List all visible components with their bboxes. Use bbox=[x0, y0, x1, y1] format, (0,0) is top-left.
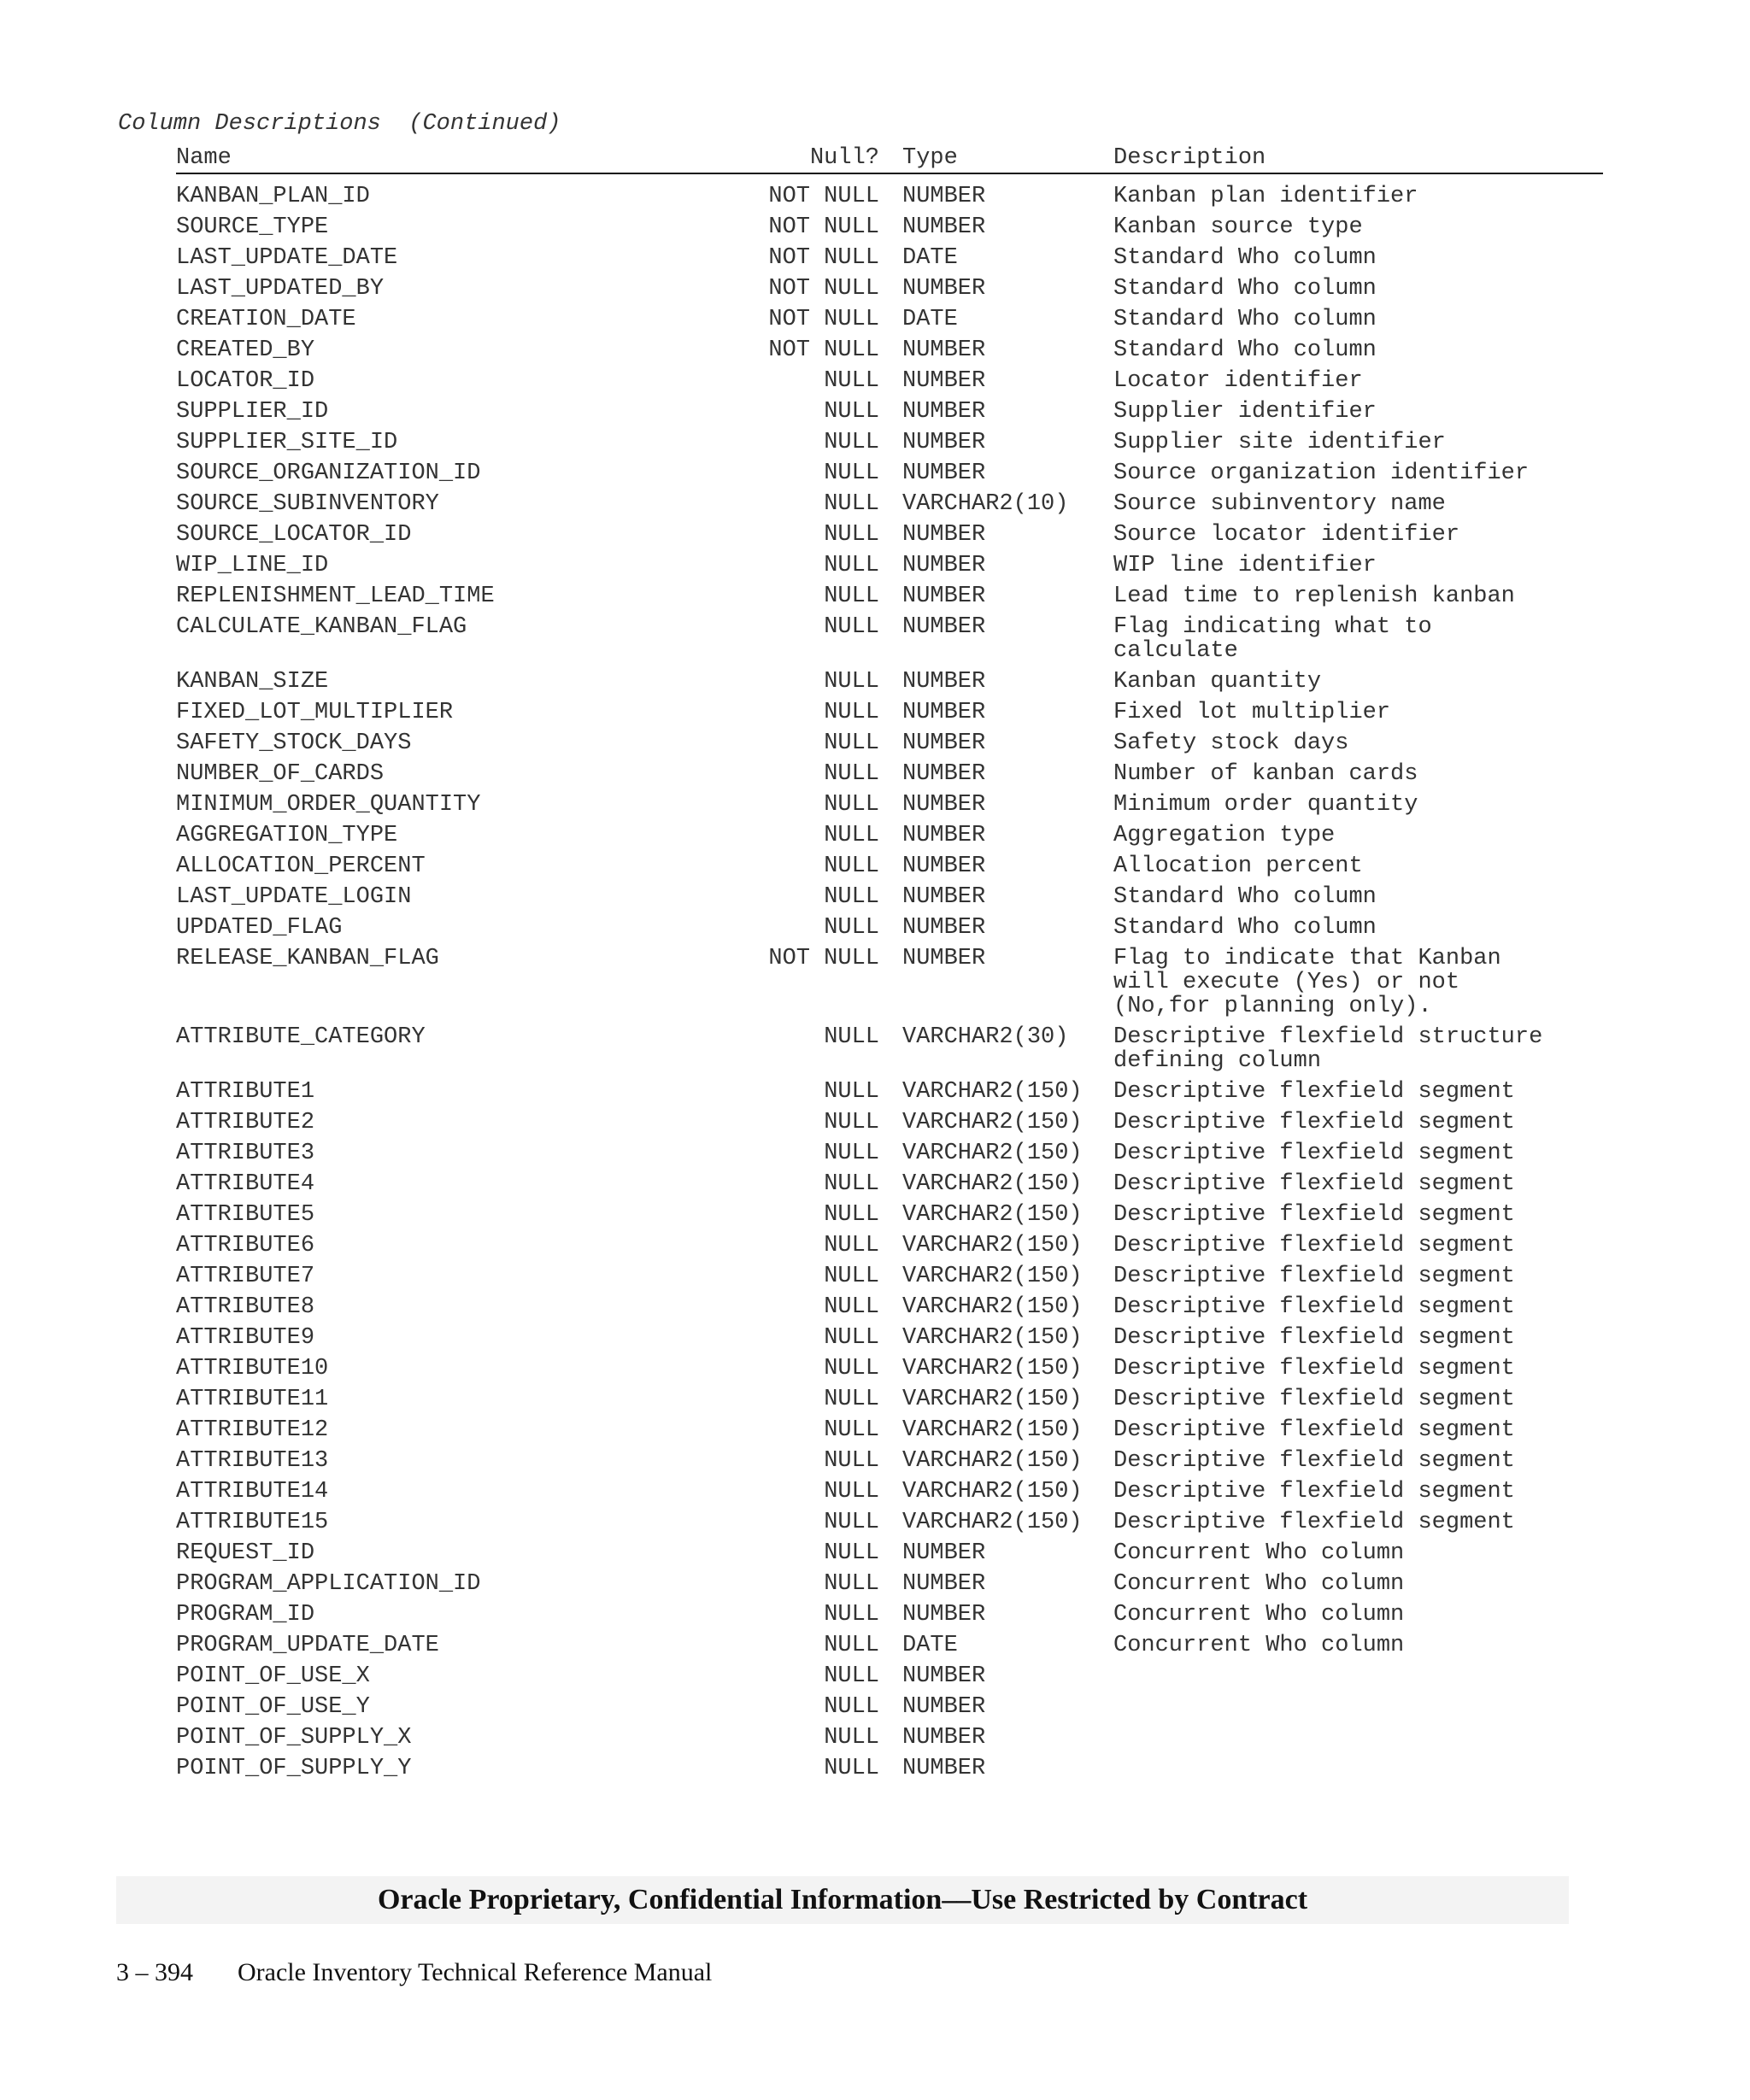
cell-type: VARCHAR2(10) bbox=[902, 491, 1069, 517]
cell-description: Descriptive flexfield segment bbox=[1113, 1110, 1515, 1135]
cell-name: ATTRIBUTE_CATEGORY bbox=[176, 1024, 426, 1050]
cell-name: CALCULATE_KANBAN_FLAG bbox=[176, 614, 467, 640]
table-row bbox=[176, 1418, 1603, 1442]
table-row bbox=[176, 1510, 1603, 1534]
cell-null: NOT NULL bbox=[768, 214, 879, 240]
cell-null: NULL bbox=[824, 1024, 879, 1050]
cell-name: KANBAN_PLAN_ID bbox=[176, 184, 370, 209]
header-description: Description bbox=[1113, 145, 1266, 171]
table-row bbox=[176, 947, 1603, 1018]
cell-name: LOCATOR_ID bbox=[176, 368, 315, 394]
cell-name: LAST_UPDATED_BY bbox=[176, 276, 385, 302]
table-row bbox=[176, 1203, 1603, 1227]
cell-description: Standard Who column bbox=[1113, 915, 1377, 941]
cell-type: NUMBER bbox=[902, 792, 986, 818]
table-row bbox=[176, 1695, 1603, 1719]
cell-description: Concurrent Who column bbox=[1113, 1602, 1405, 1628]
cell-type: NUMBER bbox=[902, 946, 986, 971]
cell-name: PROGRAM_APPLICATION_ID bbox=[176, 1571, 481, 1597]
cell-null: NULL bbox=[824, 1417, 879, 1443]
cell-null: NOT NULL bbox=[768, 276, 879, 302]
cell-type: NUMBER bbox=[902, 368, 986, 394]
table-row bbox=[176, 1603, 1603, 1627]
cell-type: NUMBER bbox=[902, 522, 986, 548]
page-number: 3 – 394 bbox=[116, 1958, 193, 1986]
table-row bbox=[176, 1726, 1603, 1750]
cell-null: NULL bbox=[824, 1510, 879, 1535]
table-row bbox=[176, 492, 1603, 516]
table-row bbox=[176, 369, 1603, 393]
cell-description: Descriptive flexfield segment bbox=[1113, 1325, 1515, 1351]
cell-type: NUMBER bbox=[902, 214, 986, 240]
table-row bbox=[176, 1326, 1603, 1350]
table-row bbox=[176, 1634, 1603, 1657]
table-row bbox=[176, 1234, 1603, 1258]
cell-null: NULL bbox=[824, 1356, 879, 1381]
cell-type: NUMBER bbox=[902, 1756, 986, 1781]
cell-type: NUMBER bbox=[902, 430, 986, 455]
cell-null: NULL bbox=[824, 491, 879, 517]
table-row bbox=[176, 670, 1603, 694]
table-row bbox=[176, 1025, 1603, 1073]
cell-type: VARCHAR2(150) bbox=[902, 1264, 1083, 1289]
header-type: Type bbox=[902, 145, 958, 171]
cell-null: NULL bbox=[824, 1141, 879, 1166]
table-row bbox=[176, 523, 1603, 547]
cell-type: VARCHAR2(150) bbox=[902, 1233, 1083, 1258]
manual-title: Oracle Inventory Technical Reference Manual bbox=[238, 1958, 713, 1986]
cell-null: NULL bbox=[824, 761, 879, 787]
cell-null: NULL bbox=[824, 1110, 879, 1135]
cell-type: NUMBER bbox=[902, 1663, 986, 1689]
cell-null: NULL bbox=[824, 430, 879, 455]
cell-type: NUMBER bbox=[902, 730, 986, 756]
table-row bbox=[176, 1541, 1603, 1565]
table-row bbox=[176, 731, 1603, 755]
confidentiality-banner: Oracle Proprietary, Confidential Information––Use Restricted by Contract bbox=[116, 1876, 1569, 1924]
cell-type: NUMBER bbox=[902, 700, 986, 725]
cell-null: NULL bbox=[824, 1540, 879, 1566]
cell-name: PROGRAM_ID bbox=[176, 1602, 315, 1628]
cell-description: Descriptive flexfield segment bbox=[1113, 1141, 1515, 1166]
cell-description: Descriptive flexfield segment bbox=[1113, 1294, 1515, 1320]
table-row bbox=[176, 615, 1603, 663]
cell-description: Descriptive flexfield segment bbox=[1113, 1356, 1515, 1381]
cell-type: NUMBER bbox=[902, 1571, 986, 1597]
cell-type: VARCHAR2(150) bbox=[902, 1356, 1083, 1381]
cell-type: NUMBER bbox=[902, 553, 986, 578]
table-row bbox=[176, 1664, 1603, 1688]
cell-null: NULL bbox=[824, 1171, 879, 1197]
cell-type: VARCHAR2(150) bbox=[902, 1294, 1083, 1320]
cell-name: ATTRIBUTE5 bbox=[176, 1202, 315, 1228]
cell-name: ATTRIBUTE1 bbox=[176, 1079, 315, 1105]
table-row bbox=[176, 554, 1603, 578]
cell-null: NULL bbox=[824, 1202, 879, 1228]
cell-name: ATTRIBUTE9 bbox=[176, 1325, 315, 1351]
cell-name: SOURCE_LOCATOR_ID bbox=[176, 522, 412, 548]
cell-description: Standard Who column bbox=[1113, 276, 1377, 302]
cell-type: VARCHAR2(150) bbox=[902, 1448, 1083, 1474]
cell-type: VARCHAR2(150) bbox=[902, 1510, 1083, 1535]
cell-name: POINT_OF_SUPPLY_Y bbox=[176, 1756, 412, 1781]
cell-description: Concurrent Who column bbox=[1113, 1540, 1405, 1566]
cell-description bbox=[1113, 1664, 1592, 1688]
cell-description: Aggregation type bbox=[1113, 823, 1336, 848]
cell-description: Supplier site identifier bbox=[1113, 430, 1446, 455]
header-name: Name bbox=[176, 145, 232, 171]
cell-name: ATTRIBUTE2 bbox=[176, 1110, 315, 1135]
cell-type: NUMBER bbox=[902, 1694, 986, 1720]
cell-null: NULL bbox=[824, 1233, 879, 1258]
cell-name: POINT_OF_USE_Y bbox=[176, 1694, 370, 1720]
cell-null: NULL bbox=[824, 1448, 879, 1474]
cell-null: NULL bbox=[824, 368, 879, 394]
cell-null: NULL bbox=[824, 1387, 879, 1412]
cell-type: VARCHAR2(150) bbox=[902, 1171, 1083, 1197]
cell-name: POINT_OF_SUPPLY_X bbox=[176, 1725, 412, 1751]
cell-description: Descriptive flexfield segment bbox=[1113, 1233, 1515, 1258]
cell-name: KANBAN_SIZE bbox=[176, 669, 329, 695]
table-row bbox=[176, 701, 1603, 724]
cell-name: REQUEST_ID bbox=[176, 1540, 315, 1566]
cell-description: Descriptive flexfield segment bbox=[1113, 1264, 1515, 1289]
table-row bbox=[176, 1357, 1603, 1381]
cell-type: DATE bbox=[902, 245, 958, 271]
cell-name: ATTRIBUTE7 bbox=[176, 1264, 315, 1289]
cell-description bbox=[1113, 1726, 1592, 1750]
table-row bbox=[176, 246, 1603, 270]
cell-type: VARCHAR2(150) bbox=[902, 1110, 1083, 1135]
table-row bbox=[176, 1480, 1603, 1504]
cell-name: ATTRIBUTE12 bbox=[176, 1417, 329, 1443]
cell-name: ATTRIBUTE11 bbox=[176, 1387, 329, 1412]
cell-type: NUMBER bbox=[902, 584, 986, 609]
cell-type: NUMBER bbox=[902, 1540, 986, 1566]
cell-null: NOT NULL bbox=[768, 946, 879, 971]
cell-name: ALLOCATION_PERCENT bbox=[176, 853, 426, 879]
cell-name: CREATED_BY bbox=[176, 337, 315, 363]
cell-type: NUMBER bbox=[902, 1602, 986, 1628]
cell-description: Standard Who column bbox=[1113, 884, 1377, 910]
cell-null: NULL bbox=[824, 1325, 879, 1351]
cell-description: Kanban source type bbox=[1113, 214, 1363, 240]
cell-type: NUMBER bbox=[902, 399, 986, 425]
cell-null: NULL bbox=[824, 1264, 879, 1289]
cell-null: NULL bbox=[824, 915, 879, 941]
cell-null: NULL bbox=[824, 1725, 879, 1751]
cell-type: VARCHAR2(150) bbox=[902, 1387, 1083, 1412]
cell-description: Concurrent Who column bbox=[1113, 1571, 1405, 1597]
cell-name: SUPPLIER_SITE_ID bbox=[176, 430, 398, 455]
cell-name: SUPPLIER_ID bbox=[176, 399, 329, 425]
cell-type: NUMBER bbox=[902, 823, 986, 848]
cell-type: NUMBER bbox=[902, 669, 986, 695]
table-row bbox=[176, 1572, 1603, 1596]
cell-null: NULL bbox=[824, 1294, 879, 1320]
cell-null: NOT NULL bbox=[768, 337, 879, 363]
cell-name: SAFETY_STOCK_DAYS bbox=[176, 730, 412, 756]
cell-name: SOURCE_ORGANIZATION_ID bbox=[176, 460, 481, 486]
cell-name: ATTRIBUTE15 bbox=[176, 1510, 329, 1535]
cell-type: NUMBER bbox=[902, 460, 986, 486]
cell-type: NUMBER bbox=[902, 337, 986, 363]
cell-null: NULL bbox=[824, 1756, 879, 1781]
table-row bbox=[176, 400, 1603, 424]
table-header bbox=[176, 144, 1603, 174]
cell-name: ATTRIBUTE3 bbox=[176, 1141, 315, 1166]
table-row bbox=[176, 338, 1603, 362]
cell-type: NUMBER bbox=[902, 614, 986, 640]
table-row bbox=[176, 215, 1603, 239]
cell-type: VARCHAR2(150) bbox=[902, 1479, 1083, 1505]
table-body bbox=[176, 174, 1603, 1780]
cell-null: NULL bbox=[824, 1694, 879, 1720]
cell-null: NULL bbox=[824, 1602, 879, 1628]
table-row bbox=[176, 431, 1603, 455]
cell-description: Flag to indicate that Kanban will execute (Yes) or not (No,for planning only). bbox=[1113, 946, 1501, 1019]
table-row bbox=[176, 308, 1603, 331]
table-row bbox=[176, 916, 1603, 940]
table-row bbox=[176, 854, 1603, 878]
cell-type: VARCHAR2(150) bbox=[902, 1325, 1083, 1351]
cell-type: VARCHAR2(150) bbox=[902, 1079, 1083, 1105]
table-row bbox=[176, 824, 1603, 848]
cell-description bbox=[1113, 1757, 1592, 1780]
cell-description: Source subinventory name bbox=[1113, 491, 1446, 517]
cell-description: Safety stock days bbox=[1113, 730, 1349, 756]
cell-description: Standard Who column bbox=[1113, 245, 1377, 271]
cell-description: Minimum order quantity bbox=[1113, 792, 1418, 818]
cell-null: NULL bbox=[824, 1633, 879, 1658]
cell-description: Kanban quantity bbox=[1113, 669, 1322, 695]
cell-null: NULL bbox=[824, 700, 879, 725]
cell-description: Kanban plan identifier bbox=[1113, 184, 1418, 209]
cell-null: NULL bbox=[824, 1479, 879, 1505]
cell-type: VARCHAR2(150) bbox=[902, 1202, 1083, 1228]
cell-null: NULL bbox=[824, 669, 879, 695]
cell-type: VARCHAR2(150) bbox=[902, 1417, 1083, 1443]
table-row bbox=[176, 584, 1603, 608]
table-row bbox=[176, 1141, 1603, 1165]
cell-type: NUMBER bbox=[902, 1725, 986, 1751]
cell-name: PROGRAM_UPDATE_DATE bbox=[176, 1633, 439, 1658]
cell-description: Concurrent Who column bbox=[1113, 1633, 1405, 1658]
table-row bbox=[176, 1111, 1603, 1135]
page-footer bbox=[116, 1958, 712, 1987]
cell-description: Allocation percent bbox=[1113, 853, 1363, 879]
cell-null: NULL bbox=[824, 730, 879, 756]
cell-type: VARCHAR2(30) bbox=[902, 1024, 1069, 1050]
cell-type: DATE bbox=[902, 307, 958, 332]
cell-null: NULL bbox=[824, 399, 879, 425]
cell-description: Descriptive flexfield segment bbox=[1113, 1079, 1515, 1105]
table-row bbox=[176, 185, 1603, 208]
cell-name: UPDATED_FLAG bbox=[176, 915, 343, 941]
cell-name: ATTRIBUTE10 bbox=[176, 1356, 329, 1381]
cell-description: Descriptive flexfield segment bbox=[1113, 1202, 1515, 1228]
cell-name: AGGREGATION_TYPE bbox=[176, 823, 398, 848]
table-row bbox=[176, 1757, 1603, 1780]
cell-description: Flag indicating what to calculate bbox=[1113, 614, 1432, 664]
cell-description: Standard Who column bbox=[1113, 337, 1377, 363]
table-row bbox=[176, 1387, 1603, 1411]
cell-description: Source organization identifier bbox=[1113, 460, 1530, 486]
cell-description: Descriptive flexfield segment bbox=[1113, 1510, 1515, 1535]
cell-null: NULL bbox=[824, 1571, 879, 1597]
cell-description: Locator identifier bbox=[1113, 368, 1363, 394]
cell-description: Descriptive flexfield segment bbox=[1113, 1479, 1515, 1505]
cell-null: NULL bbox=[824, 823, 879, 848]
cell-name: WIP_LINE_ID bbox=[176, 553, 329, 578]
cell-null: NULL bbox=[824, 584, 879, 609]
cell-null: NULL bbox=[824, 522, 879, 548]
cell-description: Descriptive flexfield segment bbox=[1113, 1387, 1515, 1412]
cell-type: NUMBER bbox=[902, 276, 986, 302]
cell-description: Descriptive flexfield structure defining column bbox=[1113, 1024, 1543, 1074]
cell-name: RELEASE_KANBAN_FLAG bbox=[176, 946, 439, 971]
cell-name: POINT_OF_USE_X bbox=[176, 1663, 370, 1689]
table-row bbox=[176, 1449, 1603, 1473]
cell-type: NUMBER bbox=[902, 761, 986, 787]
cell-null: NULL bbox=[824, 792, 879, 818]
cell-null: NOT NULL bbox=[768, 184, 879, 209]
cell-null: NULL bbox=[824, 1079, 879, 1105]
cell-null: NULL bbox=[824, 460, 879, 486]
cell-description: Source locator identifier bbox=[1113, 522, 1460, 548]
cell-null: NULL bbox=[824, 1663, 879, 1689]
cell-null: NULL bbox=[824, 614, 879, 640]
cell-description: Descriptive flexfield segment bbox=[1113, 1417, 1515, 1443]
cell-description: Descriptive flexfield segment bbox=[1113, 1171, 1515, 1197]
cell-name: LAST_UPDATE_DATE bbox=[176, 245, 398, 271]
cell-null: NULL bbox=[824, 884, 879, 910]
table-row bbox=[176, 1295, 1603, 1319]
cell-description: Standard Who column bbox=[1113, 307, 1377, 332]
cell-description: WIP line identifier bbox=[1113, 553, 1377, 578]
cell-name: NUMBER_OF_CARDS bbox=[176, 761, 385, 787]
cell-name: FIXED_LOT_MULTIPLIER bbox=[176, 700, 454, 725]
cell-type: NUMBER bbox=[902, 184, 986, 209]
section-caption: Column Descriptions (Continued) bbox=[118, 111, 561, 137]
table-row bbox=[176, 277, 1603, 301]
cell-type: VARCHAR2(150) bbox=[902, 1141, 1083, 1166]
cell-name: MINIMUM_ORDER_QUANTITY bbox=[176, 792, 481, 818]
column-descriptions-table bbox=[176, 144, 1603, 1787]
table-row bbox=[176, 1080, 1603, 1104]
cell-name: ATTRIBUTE14 bbox=[176, 1479, 329, 1505]
cell-name: ATTRIBUTE4 bbox=[176, 1171, 315, 1197]
table-row bbox=[176, 1172, 1603, 1196]
table-row bbox=[176, 762, 1603, 786]
cell-name: SOURCE_SUBINVENTORY bbox=[176, 491, 439, 517]
table-row bbox=[176, 1264, 1603, 1288]
cell-null: NULL bbox=[824, 553, 879, 578]
cell-description bbox=[1113, 1695, 1592, 1719]
cell-type: DATE bbox=[902, 1633, 958, 1658]
cell-null: NOT NULL bbox=[768, 245, 879, 271]
cell-type: NUMBER bbox=[902, 853, 986, 879]
cell-name: ATTRIBUTE13 bbox=[176, 1448, 329, 1474]
cell-description: Number of kanban cards bbox=[1113, 761, 1418, 787]
table-row bbox=[176, 885, 1603, 909]
cell-name: ATTRIBUTE8 bbox=[176, 1294, 315, 1320]
cell-null: NULL bbox=[824, 853, 879, 879]
cell-description: Supplier identifier bbox=[1113, 399, 1377, 425]
header-null: Null? bbox=[809, 145, 879, 171]
cell-description: Descriptive flexfield segment bbox=[1113, 1448, 1515, 1474]
cell-name: REPLENISHMENT_LEAD_TIME bbox=[176, 584, 495, 609]
cell-name: ATTRIBUTE6 bbox=[176, 1233, 315, 1258]
cell-name: LAST_UPDATE_LOGIN bbox=[176, 884, 412, 910]
cell-name: CREATION_DATE bbox=[176, 307, 356, 332]
cell-null: NOT NULL bbox=[768, 307, 879, 332]
cell-description: Lead time to replenish kanban bbox=[1113, 584, 1515, 609]
cell-type: NUMBER bbox=[902, 884, 986, 910]
table-row bbox=[176, 793, 1603, 817]
table-row bbox=[176, 461, 1603, 485]
cell-name: SOURCE_TYPE bbox=[176, 214, 329, 240]
cell-type: NUMBER bbox=[902, 915, 986, 941]
cell-description: Fixed lot multiplier bbox=[1113, 700, 1391, 725]
